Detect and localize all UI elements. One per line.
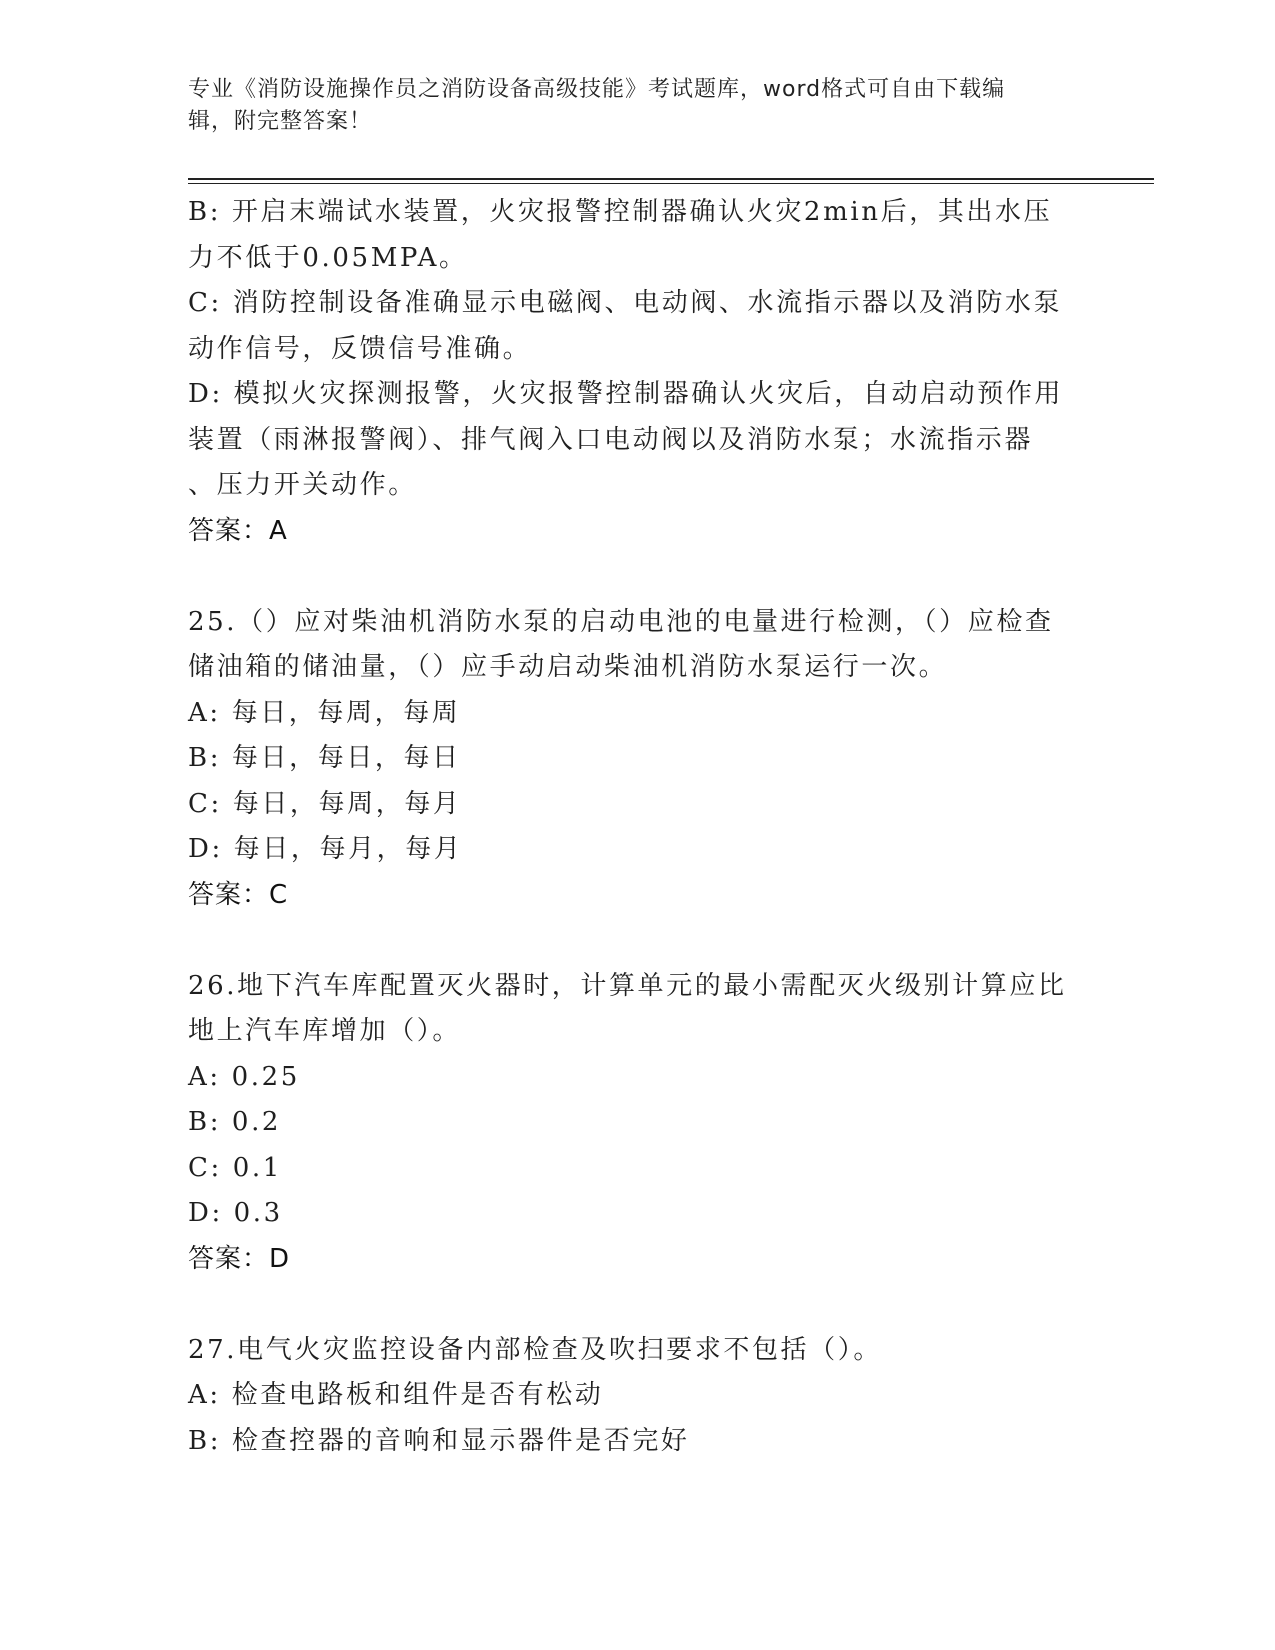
header-line-2: 辑，附完整答案！ xyxy=(188,109,373,134)
option-d-line-1: D: 模拟火灾探测报警，火灾报警控制器确认火灾后，自动启动预作用 xyxy=(188,379,1064,409)
answer-25: 答案：C xyxy=(188,879,289,910)
question-26-option-c: C: 0.1 xyxy=(188,1152,282,1183)
question-27-option-a: A: 检查电路板和组件是否有松动 xyxy=(188,1380,604,1410)
question-25-stem-line-2: 储油箱的储油量，（）应手动启动柴油机消防水泵运行一次。 xyxy=(188,652,948,682)
question-27 xyxy=(188,1328,1088,1465)
question-25-option-d: D: 每日，每月，每月 xyxy=(188,834,463,864)
option-b-line-1: B: 开启末端试水装置，火灾报警控制器确认火灾2min后，其出水压 xyxy=(188,197,1053,227)
question-26-stem-line-2: 地上汽车库增加（）。 xyxy=(188,1016,462,1046)
question-25 xyxy=(188,600,1088,919)
option-b-line-2: 力不低于0.05MPA。 xyxy=(188,242,468,273)
spacer xyxy=(188,918,1088,964)
header-divider-thin xyxy=(188,183,1154,184)
answer-26: 答案：D xyxy=(188,1243,291,1274)
question-26-option-b: B: 0.2 xyxy=(188,1107,282,1137)
option-c-line-1: C: 消防控制设备准确显示电磁阀、电动阀、水流指示器以及消防水泵 xyxy=(188,288,1063,318)
header-line-1: 专业《消防设施操作员之消防设备高级技能》考试题库，word格式可自由下载编 xyxy=(188,77,1006,102)
question-25-option-b: B: 每日，每日，每日 xyxy=(188,743,461,773)
question-27-option-b: B: 检查控器的音响和显示器件是否完好 xyxy=(188,1425,690,1456)
document-body xyxy=(188,190,1088,1464)
question-26-stem-line-1: 26.地下汽车库配置灭火器时，计算单元的最小需配灭火级别计算应比 xyxy=(188,970,1067,1001)
page-header xyxy=(188,74,1068,138)
option-d-line-2: 装置（雨淋报警阀）、排气阀入口电动阀以及消防水泵；水流指示器 xyxy=(188,424,1034,455)
question-25-stem-line-1: 25.（）应对柴油机消防水泵的启动电池的电量进行检测，（）应检查 xyxy=(188,606,1054,637)
spacer xyxy=(188,1282,1088,1328)
header-divider-thick xyxy=(188,178,1154,180)
question-25-option-c: C: 每日，每周，每月 xyxy=(188,788,462,819)
question-26-option-d: D: 0.3 xyxy=(188,1198,283,1228)
question-27-stem-line-1: 27.电气火灾监控设备内部检查及吹扫要求不包括（）。 xyxy=(188,1334,882,1365)
option-c-line-2: 动作信号，反馈信号准确。 xyxy=(188,333,532,364)
option-d-line-3: 、压力开关动作。 xyxy=(188,470,417,500)
question-26 xyxy=(188,964,1088,1283)
spacer xyxy=(188,554,1088,600)
answer-24: 答案：A xyxy=(188,515,288,546)
question-24-continued xyxy=(188,190,1088,554)
question-25-option-a: A: 每日，每周，每周 xyxy=(188,697,461,728)
question-26-option-a: A: 0.25 xyxy=(188,1061,300,1092)
